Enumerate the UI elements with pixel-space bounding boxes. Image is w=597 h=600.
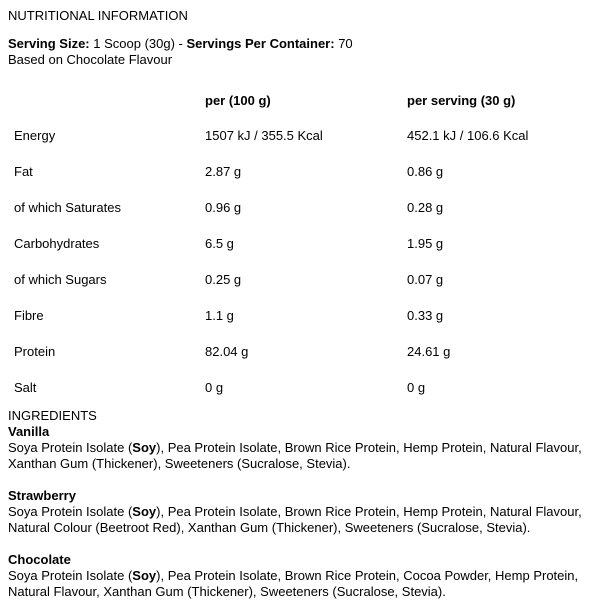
value-per-100g: 0 g — [205, 380, 224, 395]
table-header-row — [8, 84, 588, 118]
ingredient-text: Soya Protein Isolate ( — [8, 568, 133, 583]
value-per-serving: 1.95 g — [407, 236, 444, 251]
value-per-serving: 0.86 g — [407, 164, 444, 179]
flavour-name: Strawberry — [8, 488, 76, 503]
value-per-100g: 82.04 g — [205, 344, 249, 359]
ingredient-text: ), Pea Protein Isolate, Brown Rice Protein, Cocoa Powder, Hemp Protein, Natural Flavour, Xanthan Gum (Thickener), Sweeteners (Sucralose, Stevia). — [8, 568, 579, 599]
ingredients-title: INGREDIENTS — [8, 408, 97, 423]
column-header-per-100g: per (100 g) — [205, 93, 271, 108]
flavour-chocolate — [8, 552, 588, 600]
ingredient-text: ), Pea Protein Isolate, Brown Rice Protein, Hemp Protein, Natural Flavour, Xanthan Gum (Thickener), Sweeteners (Sucralose, Stevia). — [8, 440, 582, 471]
value-per-100g: 0.25 g — [205, 272, 242, 287]
value-per-100g: 0.96 g — [205, 200, 242, 215]
ingredient-text: Soya Protein Isolate ( — [8, 504, 133, 519]
table-row — [8, 370, 588, 406]
table-row — [8, 190, 588, 226]
value-per-100g: 2.87 g — [205, 164, 242, 179]
nutrient-name: Fibre — [14, 308, 44, 323]
nutrient-name: Carbohydrates — [14, 236, 100, 251]
flavour-name: Vanilla — [8, 424, 50, 439]
value-per-100g: 6.5 g — [205, 236, 234, 251]
value-per-serving: 24.61 g — [407, 344, 451, 359]
value-per-serving: 0.28 g — [407, 200, 444, 215]
nutrition-table — [8, 84, 588, 406]
nutrient-name: Protein — [14, 344, 56, 359]
table-row — [8, 154, 588, 190]
flavour-name: Chocolate — [8, 552, 71, 567]
servings-per-container-label: Servings Per Container: — [186, 36, 335, 51]
flavour-vanilla — [8, 424, 588, 472]
allergen-highlight: Soy — [132, 440, 157, 455]
value-per-serving: 0.07 g — [407, 272, 444, 287]
nutrient-name: Salt — [14, 380, 37, 395]
value-per-100g: 1.1 g — [205, 308, 234, 323]
page-title: NUTRITIONAL INFORMATION — [8, 8, 188, 23]
column-header-nutrient — [8, 84, 199, 118]
serving-info — [8, 36, 588, 52]
allergen-highlight: Soy — [132, 504, 157, 519]
ingredient-text: Soya Protein Isolate ( — [8, 440, 133, 455]
nutrient-name: Energy — [14, 128, 56, 143]
value-per-serving: 452.1 kJ / 106.6 Kcal — [407, 128, 529, 143]
allergen-highlight: Soy — [132, 568, 157, 583]
ingredient-text: ), Pea Protein Isolate, Brown Rice Protein, Hemp Protein, Natural Flavour, Natural Colour (Beetroot Red), Xanthan Gum (Thickener), Sweeteners (Sucralose, Stevia). — [8, 504, 582, 535]
table-row — [8, 262, 588, 298]
ingredient-list — [8, 568, 588, 600]
nutrient-name: Fat — [14, 164, 33, 179]
serving-size-label: Serving Size: — [8, 36, 90, 51]
ingredient-list — [8, 440, 588, 472]
ingredient-list — [8, 504, 588, 536]
nutrient-name: of which Sugars — [14, 272, 107, 287]
nutrient-name: of which Saturates — [14, 200, 121, 215]
value-per-100g: 1507 kJ / 355.5 Kcal — [205, 128, 323, 143]
flavour-strawberry — [8, 488, 588, 536]
table-row — [8, 118, 588, 154]
nutrition-document — [8, 8, 588, 600]
value-per-serving: 0 g — [407, 380, 426, 395]
value-per-serving: 0.33 g — [407, 308, 444, 323]
table-row — [8, 298, 588, 334]
servings-per-container-value: 70 — [334, 36, 353, 51]
serving-size-value: 1 Scoop (30g) - — [89, 36, 187, 51]
column-header-per-serving: per serving (30 g) — [407, 93, 516, 108]
table-row — [8, 226, 588, 262]
table-row — [8, 334, 588, 370]
basis-note: Based on Chocolate Flavour — [8, 52, 173, 67]
